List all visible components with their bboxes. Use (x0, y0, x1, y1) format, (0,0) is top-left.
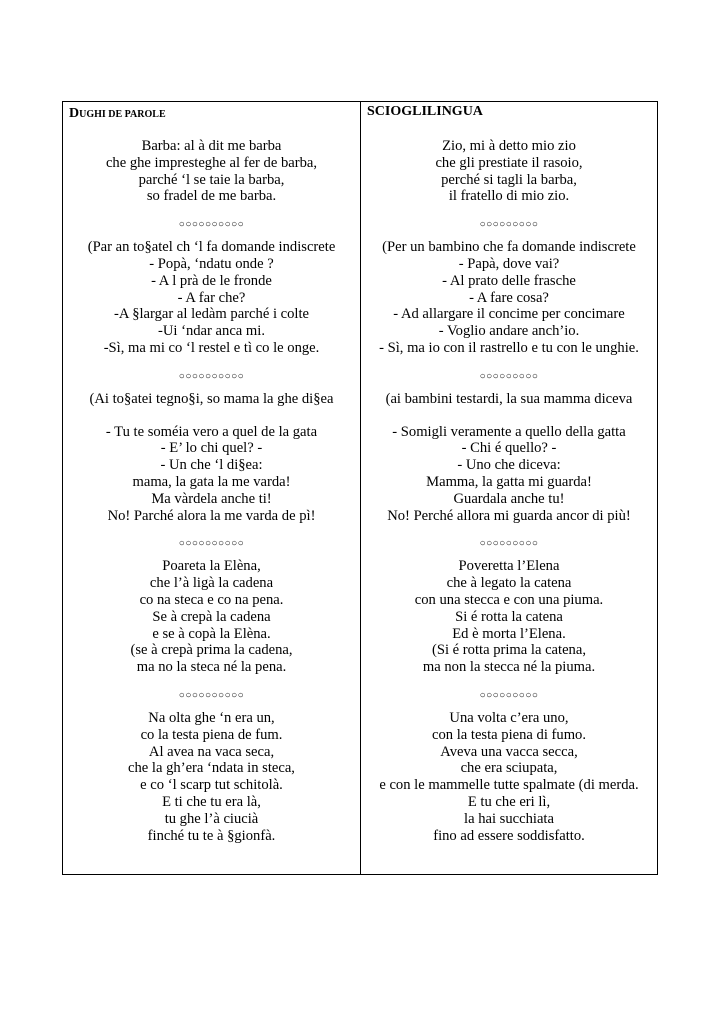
stanza-separator: ○○○○○○○○○ (479, 538, 539, 550)
poem-line: la hai succhiata (464, 810, 554, 827)
poem-line: Ma vàrdela anche ti! (151, 490, 272, 507)
poem-line: E tu che eri lì, (467, 793, 551, 810)
italian-column (361, 102, 657, 874)
poem-line: - Al prato delle frasche (442, 272, 576, 289)
poem-line: - Popà, ‘ndatu onde ? (149, 255, 274, 272)
poem-line: e con le mammelle tutte spalmate (di merda. (379, 777, 639, 794)
stanza-separator: ○○○○○○○○○○ (178, 689, 245, 701)
poem-line: co la testa piena de fum. (140, 726, 283, 743)
italian-stanza-4 (361, 558, 657, 676)
poem-line: e se à copà la Elèna. (152, 625, 271, 642)
poem-line: Zio, mi à detto mio zio (442, 138, 576, 154)
poem-line: -A §largar al ledàm parché i colte (113, 306, 310, 323)
poem-line: (Per un bambino che fa domande indiscrete (382, 239, 636, 256)
dialect-stanza-3-intro (63, 391, 360, 408)
dialect-stanza-5 (63, 710, 360, 844)
poem-line: Na olta ghe ‘n era un, (148, 709, 275, 726)
poem-line: Poareta la Elèna, (162, 558, 261, 575)
poem-line: ma non la stecca né la piuma. (422, 659, 596, 676)
poem-line: - Tu te soméia vero a quel de la gata (105, 423, 318, 440)
poem-line: - Voglio andare anch’io. (438, 323, 580, 340)
poem-line: -Sì, ma mi co ‘l restel e tì co le onge. (103, 339, 320, 356)
poem-line: ma no la steca né la pena. (136, 659, 287, 676)
dialect-stanza-1 (63, 138, 360, 205)
stanza-separator: ○○○○○○○○○ (479, 370, 539, 382)
dialect-stanza-3 (63, 424, 360, 525)
poem-line: (Par an to§atel ch ‘l fa domande indiscrete (87, 239, 336, 256)
poem-line: (ai bambini testardi, la sua mamma diceva (385, 390, 633, 407)
poem-line: con una stecca e con una piuma. (414, 591, 604, 608)
poem-line: Poveretta l’Elena (458, 558, 560, 575)
italian-column-heading: SCIOGLILINGUA (367, 104, 483, 119)
poem-line: - Somigli veramente a quello della gatta (392, 423, 626, 440)
poem-line: Se à crepà la cadena (152, 608, 271, 625)
poem-line: che à legato la catena (446, 575, 572, 592)
italian-column-body (361, 138, 657, 844)
poem-line: E ti che tu era là, (162, 793, 261, 810)
italian-stanza-3 (361, 424, 657, 525)
poem-line: tu ghe l’à ciucià (164, 810, 259, 827)
poem-line: (se à crepà prima la cadena, (130, 642, 293, 659)
poem-line: che gli prestiate il rasoio, (435, 154, 583, 171)
italian-stanza-3-intro (361, 391, 657, 408)
poem-line: Si é rotta la catena (455, 608, 563, 625)
dialect-column-body (63, 138, 360, 844)
poem-line: No! Perché allora mi guarda ancor di più! (387, 507, 631, 524)
poem-line: Una volta c’era uno, (449, 709, 569, 726)
poem-line: che era sciupata, (460, 760, 558, 777)
poem-line: che l’à ligà la cadena (149, 575, 274, 592)
poem-line: perché si tagli la barba, (441, 171, 577, 188)
poem-line: (Ai to§atei tegno§i, so mama la ghe di§ea (89, 390, 334, 407)
stanza-separator: ○○○○○○○○○○ (178, 219, 245, 231)
poem-line: fino ad essere soddisfatto. (433, 827, 585, 844)
poem-line: - A l prà de le fronde (151, 272, 272, 289)
poem-line: che ghe impresteghe al fer de barba, (105, 154, 318, 171)
italian-stanza-2 (361, 239, 657, 357)
poem-line: con la testa piena di fumo. (432, 726, 586, 743)
poem-line: che la gh’era ‘ndata in steca, (128, 760, 295, 777)
dialect-stanza-4 (63, 558, 360, 676)
poem-line: - Papà, dove vai? (458, 255, 560, 272)
stanza-separator: ○○○○○○○○○○ (178, 538, 245, 550)
poem-line: - Ad allargare il concime per concimare (393, 306, 625, 323)
poem-line: Ed è morta l’Elena. (452, 625, 566, 642)
dialect-stanza-2 (63, 239, 360, 357)
poem-line: co na steca e co na pena. (139, 591, 284, 608)
poem-line: so fradel de me barba. (146, 188, 277, 205)
stanza-separator: ○○○○○○○○○ (479, 219, 539, 231)
poem-line: Al avea na vaca seca, (148, 743, 275, 760)
italian-stanza-5 (361, 710, 657, 844)
poem-line: Aveva una vacca secca, (440, 743, 578, 760)
poem-line: - A fare cosa? (469, 289, 549, 306)
poem-line: - Uno che diceva: (457, 457, 561, 474)
poem-line: - A far che? (177, 289, 246, 306)
stanza-separator: ○○○○○○○○○○ (178, 370, 245, 382)
poem-line: - Sì, ma io con il rastrello e tu con le unghie. (379, 339, 639, 356)
stanza-separator: ○○○○○○○○○ (479, 689, 539, 701)
poem-line: e co ‘l scarp tut schitolà. (140, 777, 283, 794)
poem-line: -Ui ‘ndar anca mi. (158, 323, 265, 340)
poem-line: mama, la gata la me varda! (132, 473, 291, 490)
italian-stanza-1 (361, 138, 657, 205)
poem-table (62, 101, 658, 875)
dialect-column-heading: DUGHI DE PAROLE (69, 106, 166, 121)
poem-line: - Un che ‘l di§ea: (160, 457, 263, 474)
poem-line: No! Parché alora la me varda de pì! (107, 507, 316, 524)
poem-line: Guardala anche tu! (453, 490, 565, 507)
dialect-column (63, 102, 361, 874)
poem-line: - E’ lo chi quel? - (160, 440, 263, 457)
poem-line: parché ‘l se taie la barba, (138, 171, 285, 188)
poem-line: finché tu te à §gionfà. (147, 827, 276, 844)
poem-line: - Chi é quello? - (461, 440, 557, 457)
poem-line: il fratello di mio zio. (448, 188, 570, 205)
poem-line: (Si é rotta prima la catena, (432, 642, 586, 659)
poem-line: Barba: al à dit me barba (141, 138, 282, 154)
poem-line: Mamma, la gatta mi guarda! (426, 473, 592, 490)
